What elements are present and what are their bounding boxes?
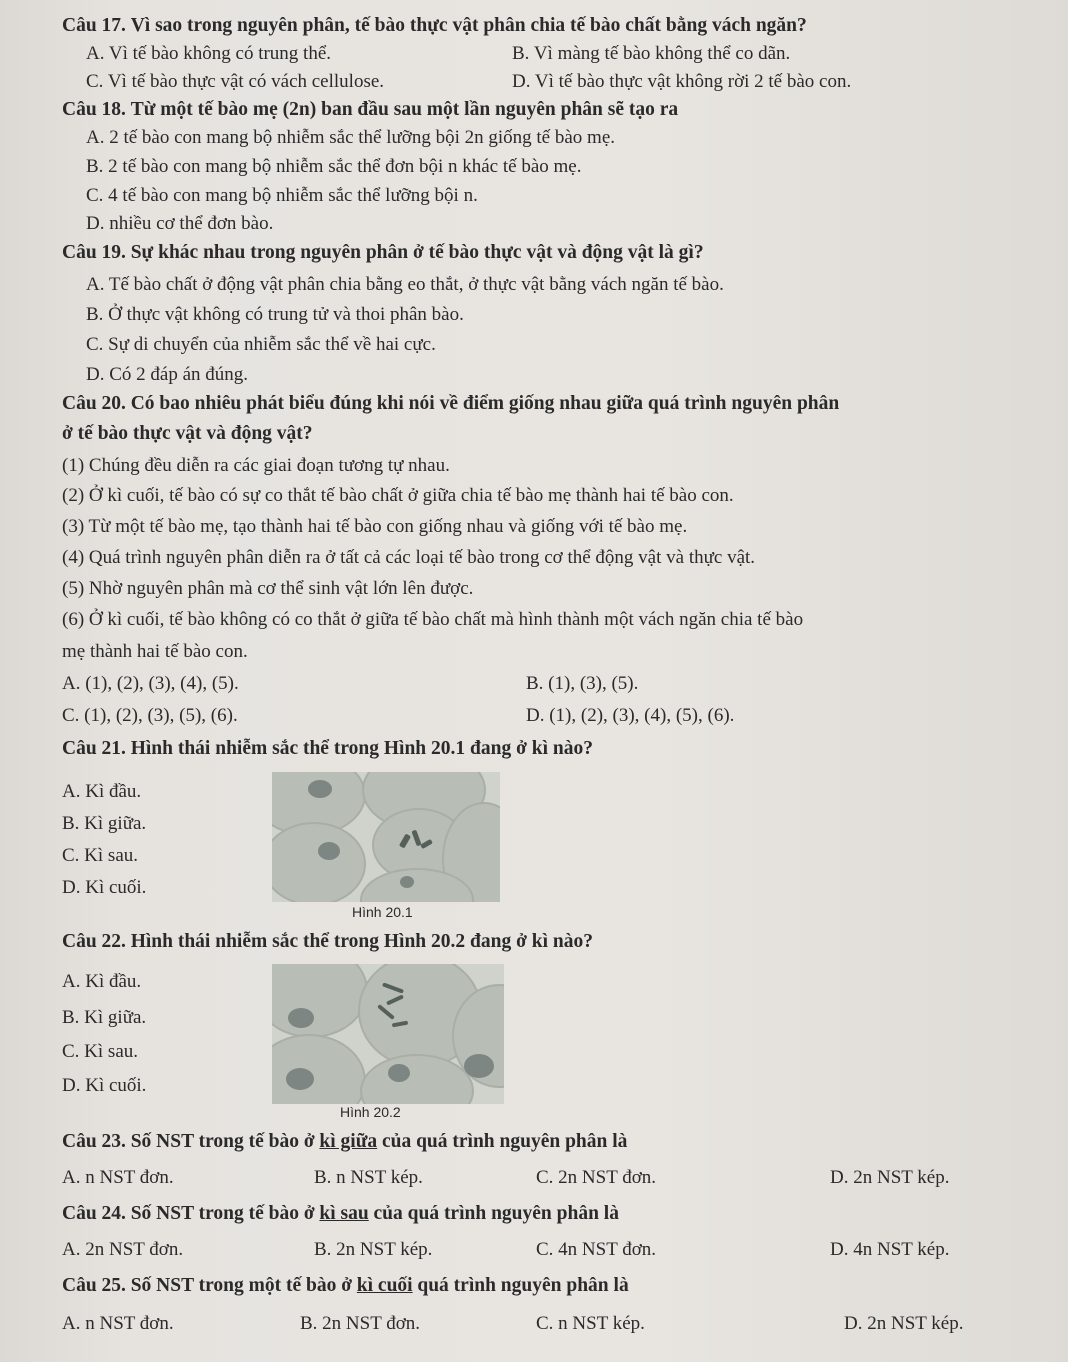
q20-statement-4: (4) Quá trình nguyên phân diễn ra ở tất cả các loại tế bào trong cơ thể động vật và thực vật.: [62, 547, 756, 568]
q24-option-c: C. 4n NST đơn.: [536, 1239, 657, 1260]
q24-number: Câu 24.: [62, 1203, 126, 1224]
cell: [272, 1034, 366, 1104]
q25-option-d: D. 2n NST kép.: [844, 1313, 964, 1334]
q19-option-d: D. Có 2 đáp án đúng.: [86, 364, 249, 385]
q24-text-underlined: kì sau: [319, 1203, 369, 1224]
q18-text: Từ một tế bào mẹ (2n) ban đầu sau một lần nguyên phân sẽ tạo ra: [130, 99, 679, 120]
q18-question: [62, 98, 678, 122]
nucleus: [308, 780, 332, 798]
nucleus: [388, 1064, 410, 1082]
q24-text-before: Số NST trong tế bào ở: [130, 1203, 315, 1224]
q18-option-c: C. 4 tế bào con mang bộ nhiễm sắc thể lưỡng bội n.: [86, 185, 478, 206]
q17-option-a: A. Vì tế bào không có trung thể.: [86, 43, 332, 64]
q20-statement-3: (3) Từ một tế bào mẹ, tạo thành hai tế bào con giống nhau và giống với tế bào mẹ.: [62, 516, 688, 537]
q19-option-b: B. Ở thực vật không có trung tử và thoi phân bào.: [86, 304, 464, 325]
q20-number: Câu 20.: [62, 393, 126, 414]
q19-number: Câu 19.: [62, 242, 126, 263]
figure-20-2-caption: Hình 20.2: [340, 1104, 401, 1120]
q18-number: Câu 18.: [62, 99, 126, 120]
cell: [360, 1054, 474, 1104]
q17-option-b: B. Vì màng tế bào không thể co dãn.: [512, 43, 791, 64]
q19-option-a: A. Tế bào chất ở động vật phân chia bằng eo thắt, ở thực vật bằng vách ngăn tế bào.: [86, 274, 724, 295]
q22-option-a: A. Kì đầu.: [62, 971, 142, 992]
q23-text-before: Số NST trong tế bào ở: [130, 1131, 315, 1152]
q20-text-1: Có bao nhiêu phát biểu đúng khi nói về điểm giống nhau giữa quá trình nguyên phân: [130, 393, 840, 414]
q22-text: Hình thái nhiễm sắc thể trong Hình 20.2 đang ở kì nào?: [130, 931, 593, 952]
q20-statement-6b: mẹ thành hai tế bào con.: [62, 641, 248, 662]
q21-option-b: B. Kì giữa.: [62, 813, 147, 834]
q22-option-d: D. Kì cuối.: [62, 1075, 147, 1096]
q21-text: Hình thái nhiễm sắc thể trong Hình 20.1 đang ở kì nào?: [130, 738, 593, 759]
q21-question: [62, 737, 593, 761]
q19-question: [62, 241, 704, 265]
q21-number: Câu 21.: [62, 738, 126, 759]
q21-option-d: D. Kì cuối.: [62, 877, 147, 898]
figure-20-1-micrograph: [272, 772, 500, 902]
q24-question: [62, 1202, 619, 1226]
q20-statement-2: (2) Ở kì cuối, tế bào có sự co thắt tế bào chất ở giữa chia tế bào mẹ thành hai tế bào con.: [62, 485, 734, 506]
q23-number: Câu 23.: [62, 1131, 126, 1152]
q22-number: Câu 22.: [62, 931, 126, 952]
q25-number: Câu 25.: [62, 1275, 126, 1296]
q24-option-a: A. 2n NST đơn.: [62, 1239, 184, 1260]
q24-text-after: của quá trình nguyên phân là: [373, 1203, 619, 1224]
q22-question: [62, 930, 593, 954]
figure-20-2-micrograph: [272, 964, 504, 1104]
q20-statement-6a: (6) Ở kì cuối, tế bào không có co thắt ở giữa tế bào chất mà hình thành một vách ngăn chia tế bào: [62, 609, 804, 630]
q23-text-underlined: kì giữa: [319, 1131, 378, 1152]
nucleus: [288, 1008, 314, 1028]
q23-option-b: B. n NST kép.: [314, 1167, 423, 1188]
q20-option-c: C. (1), (2), (3), (5), (6).: [62, 705, 238, 726]
q23-question: [62, 1130, 627, 1154]
q24-option-b: B. 2n NST kép.: [314, 1239, 433, 1260]
q17-number: Câu 17.: [62, 15, 126, 36]
figure-20-1-caption: Hình 20.1: [352, 904, 413, 920]
q25-option-b: B. 2n NST đơn.: [300, 1313, 421, 1334]
nucleus: [286, 1068, 314, 1090]
q24-option-d: D. 4n NST kép.: [830, 1239, 950, 1260]
q20-option-d: D. (1), (2), (3), (4), (5), (6).: [526, 705, 735, 726]
q18-option-b: B. 2 tế bào con mang bộ nhiễm sắc thể đơn bội n khác tế bào mẹ.: [86, 156, 582, 177]
q22-option-c: C. Kì sau.: [62, 1041, 138, 1062]
q25-text-before: Số NST trong một tế bào ở: [130, 1275, 353, 1296]
q17-question: [62, 14, 807, 38]
q20-option-b: B. (1), (3), (5).: [526, 673, 639, 694]
cell: [272, 964, 368, 1038]
nucleus: [318, 842, 340, 860]
q20-statement-1: (1) Chúng đều diễn ra các giai đoạn tương tự nhau.: [62, 455, 450, 476]
q25-question: [62, 1274, 629, 1298]
q23-option-d: D. 2n NST kép.: [830, 1167, 950, 1188]
q20-option-a: A. (1), (2), (3), (4), (5).: [62, 673, 239, 694]
q23-option-a: A. n NST đơn.: [62, 1167, 174, 1188]
q21-option-a: A. Kì đầu.: [62, 781, 142, 802]
q18-option-a: A. 2 tế bào con mang bộ nhiễm sắc thể lưỡng bội 2n giống tế bào mẹ.: [86, 127, 616, 148]
q23-option-c: C. 2n NST đơn.: [536, 1167, 657, 1188]
nucleus: [400, 876, 414, 888]
q25-option-c: C. n NST kép.: [536, 1313, 645, 1334]
q17-option-c: C. Vì tế bào thực vật có vách cellulose.: [86, 71, 385, 92]
q25-text-underlined: kì cuối: [356, 1275, 413, 1296]
cell: [272, 822, 366, 902]
q19-text: Sự khác nhau trong nguyên phân ở tế bào thực vật và động vật là gì?: [130, 242, 704, 263]
q17-option-d: D. Vì tế bào thực vật không rời 2 tế bào con.: [512, 71, 852, 92]
q20-question-line1: [62, 392, 839, 416]
q18-option-d: D. nhiều cơ thể đơn bào.: [86, 213, 274, 234]
q19-option-c: C. Sự di chuyển của nhiễm sắc thể về hai cực.: [86, 334, 436, 355]
q23-text-after: của quá trình nguyên phân là: [381, 1131, 628, 1152]
q21-option-c: C. Kì sau.: [62, 845, 138, 866]
q22-option-b: B. Kì giữa.: [62, 1007, 147, 1028]
q20-statement-5: (5) Nhờ nguyên phân mà cơ thể sinh vật lớn lên được.: [62, 578, 474, 599]
nucleus: [464, 1054, 494, 1078]
q20-text-2: ở tế bào thực vật và động vật?: [62, 423, 313, 444]
q25-text-after: quá trình nguyên phân là: [417, 1275, 629, 1296]
q17-text: Vì sao trong nguyên phân, tế bào thực vật phân chia tế bào chất bằng vách ngăn?: [130, 15, 807, 36]
q25-option-a: A. n NST đơn.: [62, 1313, 174, 1334]
